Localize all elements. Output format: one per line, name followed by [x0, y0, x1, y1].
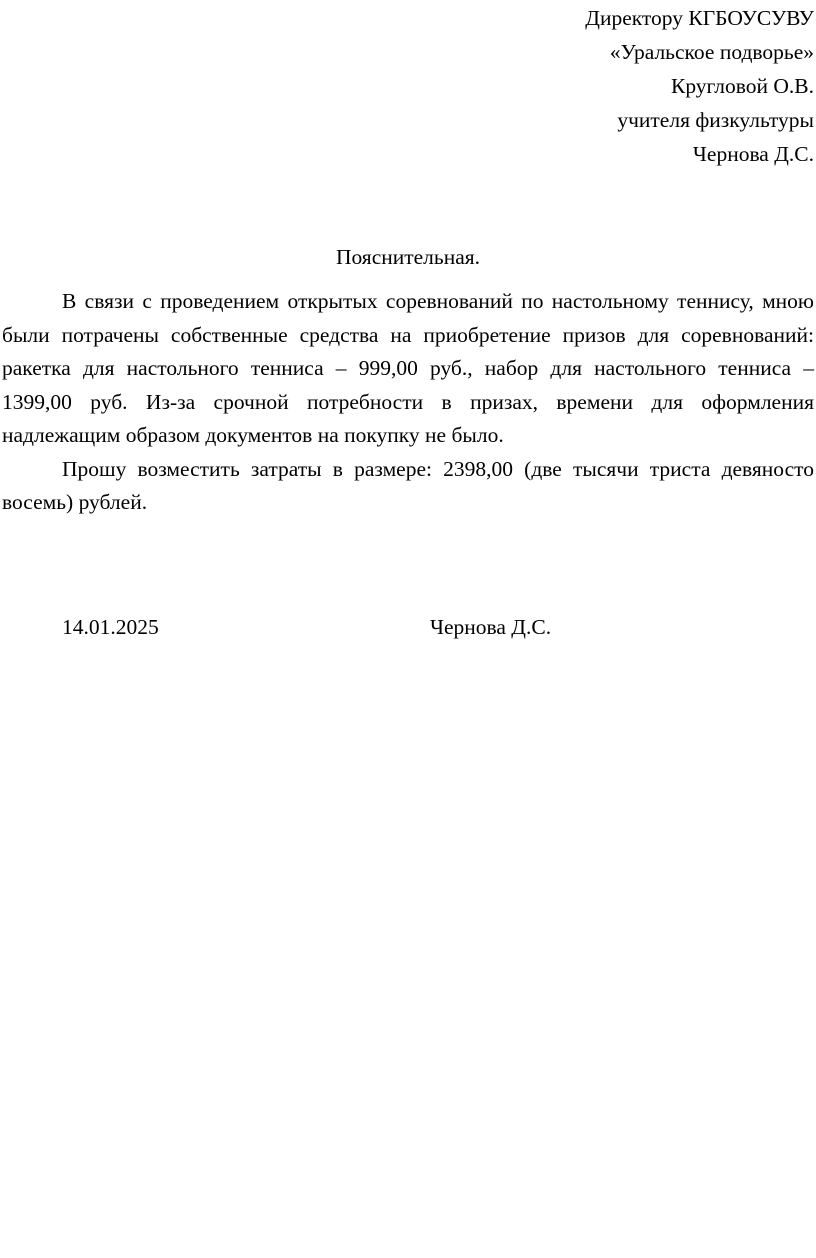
sender-name: Чернова Д.С. [692, 142, 814, 166]
document-title: Пояснительная. [335, 245, 481, 269]
addressee-position: Директору КГБОУСУВУ [585, 6, 814, 30]
signature-name: Чернова Д.С. [430, 615, 552, 639]
body-paragraph-expenses: В связи с проведением открытых соревнований по настольному теннису, мною были потрачены собственные средства на приобретение призов для соревнований: ракетка для настольного тенниса – 999,00 руб., набор для настольного тенниса – 1399,00 руб. Из-за срочной потребности в призах, времени для оформления надлежащим образом документов на покупку не было. [2, 289, 814, 447]
addressee-name: Кругловой О.В. [670, 74, 814, 98]
document-body [2, 285, 814, 520]
sender-position: учителя физкультуры [617, 108, 814, 132]
addressee-organization: «Уральское подворье» [609, 40, 814, 64]
signature-date: 14.01.2025 [62, 615, 159, 639]
signature-row [0, 610, 816, 644]
addressee-block [585, 1, 814, 171]
body-paragraph-request: Прошу возместить затраты в размере: 2398,00 (две тысячи триста девяносто восемь) рублей. [2, 456, 814, 514]
